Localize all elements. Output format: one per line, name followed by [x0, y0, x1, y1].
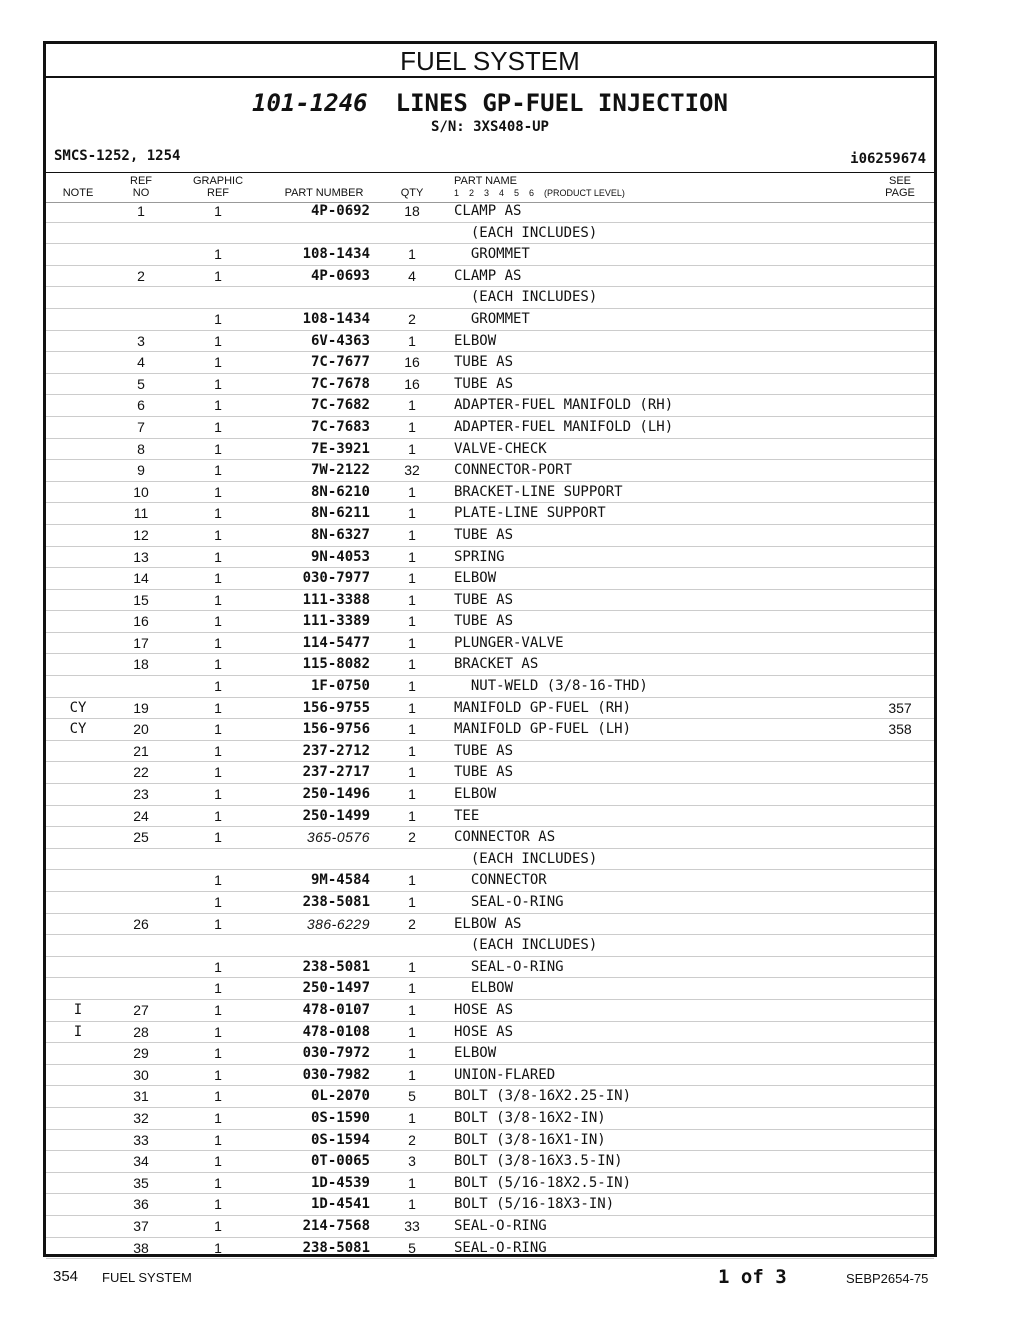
table-row	[46, 309, 934, 331]
quantity: 1	[408, 1174, 416, 1191]
table-header	[46, 172, 934, 203]
part-name: BOLT (3/8-16X3.5-IN)	[454, 1153, 623, 1170]
quantity: 1	[408, 894, 416, 910]
part-number: 114-5477	[302, 634, 370, 651]
part-name: SEAL-O-RING	[454, 1239, 547, 1256]
graphic-ref: 1	[214, 310, 222, 327]
quantity: 16	[404, 375, 420, 392]
ref-number: 20	[133, 721, 149, 738]
graphic-ref: 1	[214, 246, 222, 263]
footer-section: FUEL SYSTEM	[102, 1270, 192, 1285]
graphic-ref: 1	[214, 354, 222, 371]
table-row	[46, 223, 934, 245]
ref-number: 25	[133, 829, 149, 846]
quantity: 1	[408, 418, 416, 435]
ref-number: 3	[137, 332, 145, 349]
quantity: 1	[408, 634, 416, 651]
part-number: 238-5081	[302, 894, 370, 910]
part-name: ELBOW	[454, 570, 497, 587]
graphic-ref: 1	[214, 1131, 222, 1148]
part-name: HOSE AS	[454, 1023, 514, 1040]
quantity: 1	[408, 1001, 416, 1018]
col-qty: QTY	[400, 187, 424, 199]
table-row	[46, 741, 934, 763]
table-row	[46, 611, 934, 633]
part-name: ELBOW	[454, 786, 497, 803]
part-name: MANIFOLD GP-FUEL (RH)	[454, 699, 632, 716]
ref-number: 37	[133, 1217, 149, 1234]
part-name: ELBOW AS	[454, 915, 522, 932]
quantity: 16	[404, 354, 420, 371]
graphic-ref: 1	[214, 591, 222, 608]
col-part-name: PART NAME 1 2 3 4 5 6 (PRODUCT LEVEL)	[454, 175, 625, 198]
group-number: 101-1246	[252, 89, 368, 117]
part-number: 238-5081	[302, 1239, 370, 1256]
quantity: 2	[408, 915, 416, 932]
table-row	[46, 1043, 934, 1065]
part-number: 0T-0065	[310, 1153, 370, 1170]
ref-number: 38	[133, 1239, 149, 1256]
part-number: 0S-1590	[310, 1109, 370, 1126]
ref-number: 14	[133, 570, 149, 587]
part-number: 7C-7678	[310, 375, 370, 392]
ref-number: 29	[133, 1045, 149, 1062]
part-name: TUBE AS	[454, 591, 514, 608]
table-row	[46, 1086, 934, 1108]
part-name: CLAMP AS	[454, 203, 522, 219]
graphic-ref: 1	[214, 894, 222, 910]
col-graphic-ref: GRAPHIC REF	[192, 175, 244, 199]
part-name: BOLT (5/16-18X3-IN)	[454, 1196, 615, 1213]
graphic-ref: 1	[214, 872, 222, 889]
ref-number: 19	[133, 699, 149, 716]
graphic-ref: 1	[214, 742, 222, 759]
quantity: 18	[404, 203, 420, 219]
table-row	[46, 568, 934, 590]
ref-number: 4	[137, 354, 145, 371]
ref-number: 13	[133, 548, 149, 565]
quantity: 1	[408, 807, 416, 824]
graphic-ref: 1	[214, 656, 222, 673]
part-name: BRACKET-LINE SUPPORT	[454, 483, 623, 500]
graphic-ref: 1	[214, 1239, 222, 1256]
table-row	[46, 935, 934, 957]
part-name: ELBOW	[454, 332, 497, 349]
part-number: 030-7972	[302, 1045, 370, 1062]
graphic-ref: 1	[214, 526, 222, 543]
group-title	[46, 89, 934, 117]
table-row	[46, 784, 934, 806]
part-name: TUBE AS	[454, 764, 514, 781]
graphic-ref: 1	[214, 203, 222, 219]
part-name: SEAL-O-RING	[454, 894, 564, 910]
note-cell: I	[73, 1001, 83, 1018]
ref-number: 10	[133, 483, 149, 500]
graphic-ref: 1	[214, 980, 222, 997]
ref-number: 5	[137, 375, 145, 392]
table-row	[46, 287, 934, 309]
see-page: 357	[888, 699, 912, 716]
graphic-ref: 1	[214, 375, 222, 392]
part-name: (EACH INCLUDES)	[454, 224, 598, 241]
ref-number: 15	[133, 591, 149, 608]
graphic-ref: 1	[214, 958, 222, 975]
part-name: TUBE AS	[454, 354, 514, 371]
table-row	[46, 849, 934, 871]
graphic-ref: 1	[214, 764, 222, 781]
ref-number: 1	[137, 203, 145, 219]
part-name: BOLT (5/16-18X2.5-IN)	[454, 1174, 632, 1191]
part-number: 111-3389	[302, 613, 370, 630]
part-name: GROMMET	[454, 246, 530, 263]
graphic-ref: 1	[214, 418, 222, 435]
part-name: GROMMET	[454, 310, 530, 327]
graphic-ref: 1	[214, 462, 222, 479]
quantity: 2	[408, 1131, 416, 1148]
part-number: 250-1497	[302, 980, 370, 997]
part-name: BRACKET AS	[454, 656, 539, 673]
part-name: BOLT (3/8-16X2.25-IN)	[454, 1088, 632, 1105]
part-number: 0S-1594	[310, 1131, 370, 1148]
parts-page-frame	[43, 41, 937, 1257]
quantity: 1	[408, 699, 416, 716]
part-number: 237-2717	[302, 764, 370, 781]
quantity: 32	[404, 462, 420, 479]
col-ref: REF NO	[130, 175, 152, 199]
part-name: TUBE AS	[454, 375, 514, 392]
quantity: 1	[408, 526, 416, 543]
graphic-ref: 1	[214, 1109, 222, 1126]
part-name: ADAPTER-FUEL MANIFOLD (RH)	[454, 397, 674, 414]
graphic-ref: 1	[214, 397, 222, 414]
table-row	[46, 244, 934, 266]
part-name: CONNECTOR-PORT	[454, 462, 573, 479]
illustration-id: i06259674	[850, 151, 926, 167]
quantity: 1	[408, 1045, 416, 1062]
quantity: 3	[408, 1153, 416, 1170]
ref-number: 6	[137, 397, 145, 414]
part-number: 1D-4541	[310, 1196, 370, 1213]
ref-number: 9	[137, 462, 145, 479]
quantity: 1	[408, 678, 416, 695]
part-name: TUBE AS	[454, 526, 514, 543]
table-row	[46, 1130, 934, 1152]
quantity: 5	[408, 1088, 416, 1105]
part-number: 030-7977	[302, 570, 370, 587]
graphic-ref: 1	[214, 634, 222, 651]
part-name: PLATE-LINE SUPPORT	[454, 505, 606, 522]
col-note: NOTE	[62, 187, 94, 199]
smcs-codes: SMCS-1252, 1254	[54, 148, 181, 164]
quantity: 1	[408, 483, 416, 500]
quantity: 1	[408, 958, 416, 975]
table-row	[46, 633, 934, 655]
ref-number: 33	[133, 1131, 149, 1148]
table-row	[46, 503, 934, 525]
table-row	[46, 914, 934, 936]
table-row	[46, 1216, 934, 1238]
group-name: LINES GP-FUEL INJECTION	[395, 89, 728, 117]
part-number: 108-1434	[302, 310, 370, 327]
graphic-ref: 1	[214, 1023, 222, 1040]
part-number: 7C-7677	[310, 354, 370, 371]
graphic-ref: 1	[214, 267, 222, 284]
part-number: 1D-4539	[310, 1174, 370, 1191]
table-row	[46, 395, 934, 417]
part-number: 7C-7683	[310, 418, 370, 435]
part-number: 8N-6211	[310, 505, 370, 522]
ref-number: 12	[133, 526, 149, 543]
see-page: 358	[888, 721, 912, 738]
table-row	[46, 1194, 934, 1216]
graphic-ref: 1	[214, 1196, 222, 1213]
ref-number: 26	[133, 915, 149, 932]
graphic-ref: 1	[214, 1045, 222, 1062]
part-number: 8N-6210	[310, 483, 370, 500]
part-name: HOSE AS	[454, 1001, 514, 1018]
graphic-ref: 1	[214, 699, 222, 716]
part-name: CONNECTOR AS	[454, 829, 556, 846]
graphic-ref: 1	[214, 1153, 222, 1170]
part-name: ELBOW	[454, 980, 514, 997]
col-part-number: PART NUMBER	[284, 187, 364, 199]
part-name: ADAPTER-FUEL MANIFOLD (LH)	[454, 418, 674, 435]
page-count: 1 of 3	[718, 1266, 787, 1288]
table-row	[46, 1022, 934, 1044]
part-number: 9M-4584	[310, 872, 370, 889]
ref-number: 21	[133, 742, 149, 759]
quantity: 1	[408, 1109, 416, 1126]
graphic-ref: 1	[214, 807, 222, 824]
table-row	[46, 439, 934, 461]
part-name: (EACH INCLUDES)	[454, 850, 598, 867]
graphic-ref: 1	[214, 332, 222, 349]
table-row	[46, 719, 934, 741]
table-row	[46, 1173, 934, 1195]
ref-number: 31	[133, 1088, 149, 1105]
graphic-ref: 1	[214, 483, 222, 500]
graphic-ref: 1	[214, 786, 222, 803]
quantity: 1	[408, 548, 416, 565]
section-title: FUEL SYSTEM	[46, 44, 934, 78]
table-row	[46, 1108, 934, 1130]
part-name: TEE	[454, 807, 480, 824]
part-number: 7E-3921	[310, 440, 370, 457]
quantity: 1	[408, 786, 416, 803]
table-row	[46, 827, 934, 849]
graphic-ref: 1	[214, 1217, 222, 1234]
ref-number: 32	[133, 1109, 149, 1126]
part-name: SEAL-O-RING	[454, 1217, 547, 1234]
ref-number: 11	[133, 505, 149, 522]
ref-number: 34	[133, 1153, 149, 1170]
part-name: TUBE AS	[454, 613, 514, 630]
quantity: 1	[408, 246, 416, 263]
part-name: ELBOW	[454, 1045, 497, 1062]
part-name: TUBE AS	[454, 742, 514, 759]
table-row	[46, 417, 934, 439]
part-number: 4P-0693	[310, 267, 370, 284]
part-name: SEAL-O-RING	[454, 958, 564, 975]
quantity: 2	[408, 310, 416, 327]
graphic-ref: 1	[214, 721, 222, 738]
table-row	[46, 590, 934, 612]
quantity: 1	[408, 742, 416, 759]
quantity: 1	[408, 570, 416, 587]
part-number: 6V-4363	[310, 332, 370, 349]
table-row	[46, 352, 934, 374]
part-number: 9N-4053	[310, 548, 370, 565]
graphic-ref: 1	[214, 505, 222, 522]
part-name: BOLT (3/8-16X1-IN)	[454, 1131, 606, 1148]
graphic-ref: 1	[214, 1066, 222, 1083]
part-name: VALVE-CHECK	[454, 440, 547, 457]
col-see-page: SEE PAGE	[885, 175, 915, 199]
part-number: 365-0576	[306, 829, 370, 846]
graphic-ref: 1	[214, 440, 222, 457]
note-cell: I	[73, 1023, 83, 1040]
part-name: (EACH INCLUDES)	[454, 937, 598, 954]
part-number: 115-8082	[302, 656, 370, 673]
graphic-ref: 1	[214, 570, 222, 587]
part-name: UNION-FLARED	[454, 1066, 556, 1083]
graphic-ref: 1	[214, 829, 222, 846]
quantity: 5	[408, 1239, 416, 1256]
quantity: 1	[408, 1066, 416, 1083]
part-number: 1F-0750	[310, 678, 370, 695]
table-row	[46, 957, 934, 979]
quantity: 1	[408, 1196, 416, 1213]
table-row	[46, 1151, 934, 1173]
part-number: 478-0108	[302, 1023, 370, 1040]
part-number: 7W-2122	[310, 462, 370, 479]
graphic-ref: 1	[214, 548, 222, 565]
table-row	[46, 482, 934, 504]
table-row	[46, 525, 934, 547]
table-row	[46, 331, 934, 353]
part-number: 108-1434	[302, 246, 370, 263]
graphic-ref: 1	[214, 1088, 222, 1105]
graphic-ref: 1	[214, 678, 222, 695]
table-row	[46, 698, 934, 720]
page-number: 354	[53, 1268, 79, 1285]
table-row	[46, 892, 934, 914]
table-row	[46, 676, 934, 698]
table-row	[46, 762, 934, 784]
part-name: BOLT (3/8-16X2-IN)	[454, 1109, 606, 1126]
part-name: MANIFOLD GP-FUEL (LH)	[454, 721, 632, 738]
table-row	[46, 1000, 934, 1022]
ref-number: 36	[133, 1196, 149, 1213]
graphic-ref: 1	[214, 613, 222, 630]
serial-number: S/N: 3XS408-UP	[430, 119, 549, 135]
quantity: 1	[408, 721, 416, 738]
table-row	[46, 1065, 934, 1087]
note-cell: CY	[69, 721, 87, 738]
note-cell: CY	[69, 699, 87, 716]
part-number: 250-1499	[302, 807, 370, 824]
ref-number: 17	[133, 634, 149, 651]
quantity: 1	[408, 613, 416, 630]
part-number: 7C-7682	[310, 397, 370, 414]
table-row	[46, 201, 934, 223]
quantity: 1	[408, 505, 416, 522]
quantity: 1	[408, 872, 416, 889]
ref-number: 16	[133, 613, 149, 630]
part-number: 386-6229	[306, 915, 370, 932]
table-row	[46, 547, 934, 569]
graphic-ref: 1	[214, 1001, 222, 1018]
ref-number: 23	[133, 786, 149, 803]
part-number: 214-7568	[302, 1217, 370, 1234]
part-name: (EACH INCLUDES)	[454, 289, 598, 306]
table-row	[46, 870, 934, 892]
table-row	[46, 374, 934, 396]
table-row	[46, 460, 934, 482]
ref-number: 7	[137, 418, 145, 435]
quantity: 1	[408, 1023, 416, 1040]
ref-number: 28	[133, 1023, 149, 1040]
table-row	[46, 654, 934, 676]
quantity: 1	[408, 397, 416, 414]
part-name: SPRING	[454, 548, 505, 565]
quantity: 1	[408, 332, 416, 349]
ref-number: 22	[133, 764, 149, 781]
ref-number: 8	[137, 440, 145, 457]
part-number: 0L-2070	[310, 1088, 370, 1105]
ref-number: 27	[133, 1001, 149, 1018]
ref-number: 2	[137, 267, 145, 284]
ref-number: 18	[133, 656, 149, 673]
quantity: 1	[408, 764, 416, 781]
part-name: CLAMP AS	[454, 267, 522, 284]
quantity: 2	[408, 829, 416, 846]
part-name: CONNECTOR	[454, 872, 547, 889]
part-number: 8N-6327	[310, 526, 370, 543]
part-number: 030-7982	[302, 1066, 370, 1083]
part-number: 4P-0692	[310, 203, 370, 219]
part-number: 111-3388	[302, 591, 370, 608]
table-row	[46, 978, 934, 1000]
table-row	[46, 1238, 934, 1260]
quantity: 1	[408, 440, 416, 457]
part-number: 156-9756	[302, 721, 370, 738]
quantity: 1	[408, 980, 416, 997]
part-number: 238-5081	[302, 958, 370, 975]
quantity: 1	[408, 591, 416, 608]
part-name: NUT-WELD (3/8-16-THD)	[454, 678, 648, 695]
ref-number: 35	[133, 1174, 149, 1191]
graphic-ref: 1	[214, 915, 222, 932]
ref-number: 24	[133, 807, 149, 824]
quantity: 4	[408, 267, 416, 284]
part-name: PLUNGER-VALVE	[454, 634, 564, 651]
part-number: 237-2712	[302, 742, 370, 759]
table-row	[46, 806, 934, 828]
quantity: 1	[408, 656, 416, 673]
part-number: 478-0107	[302, 1001, 370, 1018]
ref-number: 30	[133, 1066, 149, 1083]
part-number: 250-1496	[302, 786, 370, 803]
graphic-ref: 1	[214, 1174, 222, 1191]
table-row	[46, 266, 934, 288]
part-number: 156-9755	[302, 699, 370, 716]
quantity: 33	[404, 1217, 420, 1234]
parts-table	[46, 201, 934, 1259]
document-id: SEBP2654-75	[846, 1271, 929, 1286]
